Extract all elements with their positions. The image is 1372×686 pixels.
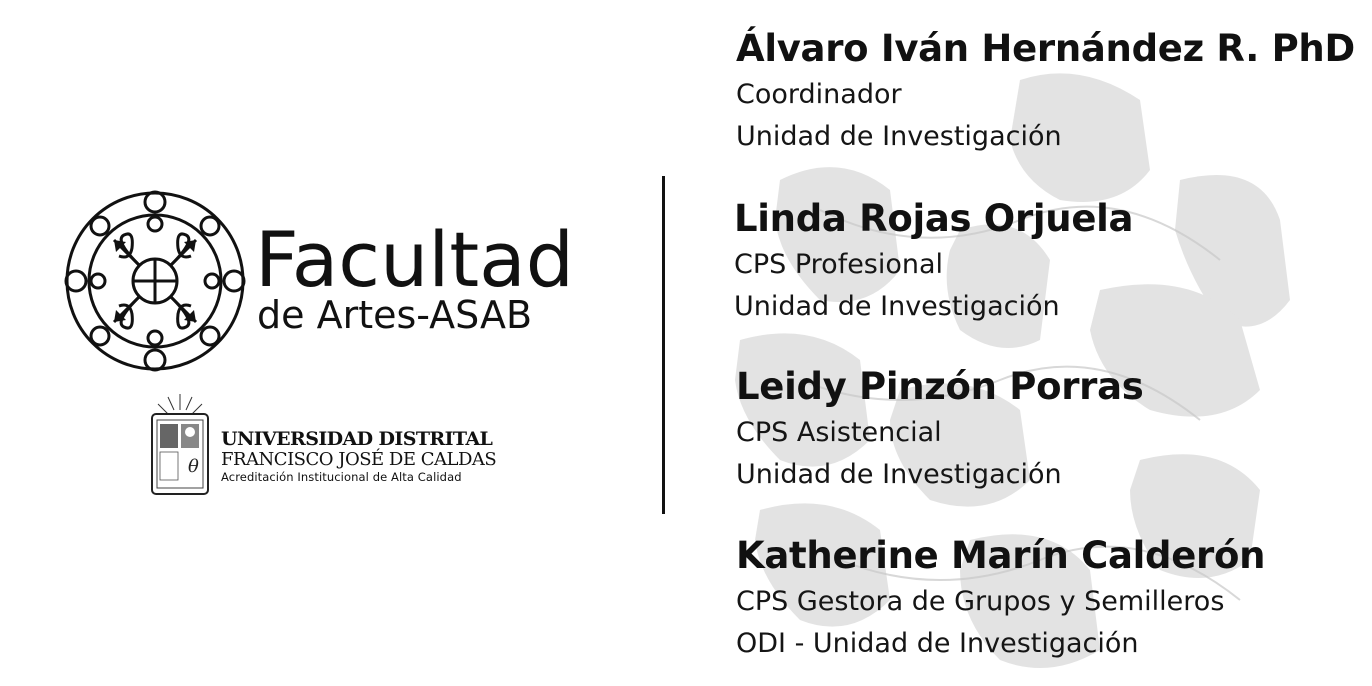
svg-text:θ: θ xyxy=(188,456,199,477)
staff-unit: Unidad de Investigación xyxy=(736,121,1062,152)
university-wordmark xyxy=(221,428,521,484)
faculty-subtitle: de Artes-ASAB xyxy=(257,293,533,337)
university-crest-icon xyxy=(146,392,214,502)
staff-name: Leidy Pinzón Porras xyxy=(736,365,1144,408)
staff-card xyxy=(734,194,1364,328)
staff-role: CPS Gestora de Grupos y Semilleros xyxy=(736,586,1225,617)
staff-role: CPS Asistencial xyxy=(736,417,942,448)
university-subname: FRANCISCO JOSÉ DE CALDAS xyxy=(221,449,497,470)
staff-name: Katherine Marín Calderón xyxy=(736,534,1266,577)
faculty-emblem-icon xyxy=(64,190,246,372)
faculty-wordmark xyxy=(255,215,585,337)
staff-card xyxy=(736,24,1366,158)
university-name: UNIVERSIDAD DISTRITAL xyxy=(221,428,493,450)
staff-name: Álvaro Iván Hernández R. PhD xyxy=(736,27,1355,70)
staff-unit: Unidad de Investigación xyxy=(734,291,1060,322)
staff-card xyxy=(736,362,1366,496)
vertical-divider xyxy=(662,176,665,514)
staff-unit: Unidad de Investigación xyxy=(736,459,1062,490)
staff-role: Coordinador xyxy=(736,79,902,110)
university-accreditation: Acreditación Institucional de Alta Calidad xyxy=(221,470,462,484)
staff-name: Linda Rojas Orjuela xyxy=(734,197,1134,240)
staff-card xyxy=(736,531,1366,665)
staff-unit: ODI - Unidad de Investigación xyxy=(736,628,1139,659)
staff-role: CPS Profesional xyxy=(734,249,944,280)
faculty-title: Facultad xyxy=(255,215,574,304)
